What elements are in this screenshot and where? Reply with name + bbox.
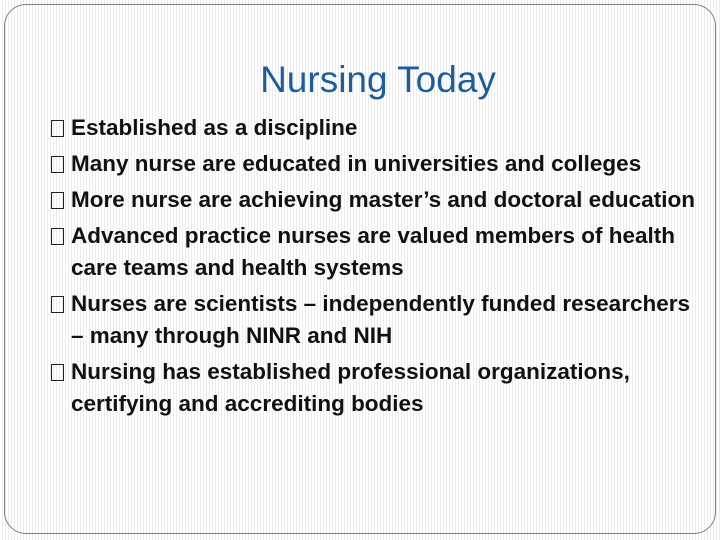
bullet-list — [50, 112, 700, 424]
bullet-text: More nurse are achieving master’s and doctoral education — [71, 187, 695, 212]
bullet-text: Nurses are scientists – independently funded researchers – many through NINR and NIH — [71, 291, 690, 348]
missing-glyph-box-icon — [51, 296, 64, 313]
slide-title: Nursing Today — [260, 59, 496, 100]
bullet-text: Many nurse are educated in universities and colleges — [71, 151, 642, 176]
bullet-text: Established as a discipline — [71, 115, 358, 140]
bullet-text: Nursing has established professional organizations, certifying and accrediting bodies — [71, 359, 630, 416]
bullet-item — [50, 356, 700, 420]
bullet-item — [50, 220, 700, 284]
bullet-item — [50, 184, 700, 216]
missing-glyph-box-icon — [51, 192, 64, 209]
bullet-item — [50, 148, 700, 180]
bullet-item — [50, 112, 700, 144]
missing-glyph-box-icon — [51, 156, 64, 173]
bullet-text: Advanced practice nurses are valued members of health care teams and health systems — [71, 223, 675, 280]
missing-glyph-box-icon — [51, 364, 64, 381]
missing-glyph-box-icon — [51, 228, 64, 245]
missing-glyph-box-icon — [51, 120, 64, 137]
bullet-item — [50, 288, 700, 352]
